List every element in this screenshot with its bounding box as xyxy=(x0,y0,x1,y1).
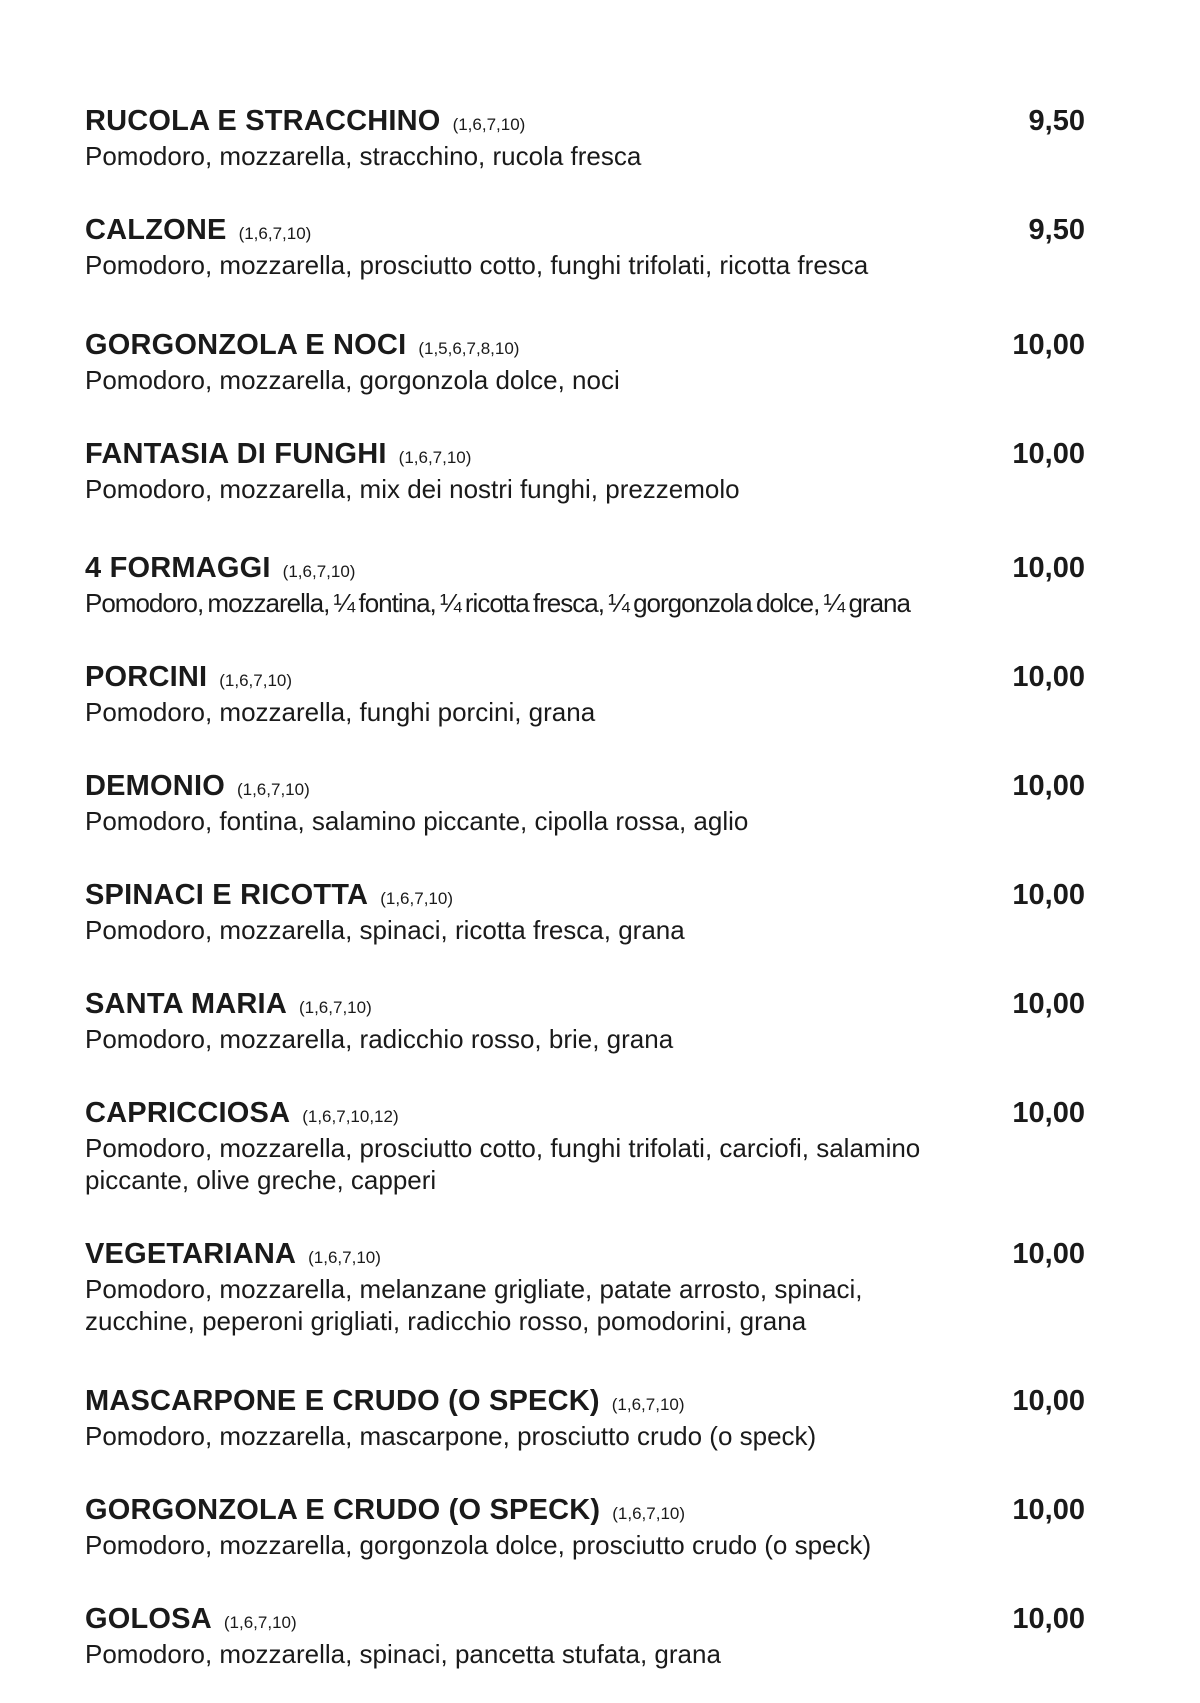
item-allergens: (1,6,7,10) xyxy=(612,1504,686,1523)
item-description: Pomodoro, mozzarella, spinaci, pancetta stufata, grana xyxy=(85,1639,721,1669)
menu-item xyxy=(85,105,1085,172)
item-description: Pomodoro, fontina, salamino piccante, cipolla rossa, aglio xyxy=(85,806,749,836)
menu-item xyxy=(85,214,1085,281)
item-price: 10,00 xyxy=(1012,988,1085,1020)
menu-item xyxy=(85,1238,1085,1337)
menu-item xyxy=(85,552,1085,619)
item-name: GORGONZOLA E NOCI xyxy=(85,329,407,361)
item-price: 9,50 xyxy=(1028,105,1085,137)
item-name: SANTA MARIA xyxy=(85,988,287,1020)
item-name: DEMONIO xyxy=(85,770,225,802)
item-price: 10,00 xyxy=(1012,1385,1085,1417)
item-description: Pomodoro, mozzarella, spinaci, ricotta fresca, grana xyxy=(85,915,685,945)
item-name: FANTASIA DI FUNGHI xyxy=(85,438,387,470)
item-description: Pomodoro, mozzarella, stracchino, rucola fresca xyxy=(85,141,642,171)
menu-item xyxy=(85,1097,1085,1196)
item-description: Pomodoro, mozzarella, prosciutto cotto, funghi trifolati, carciofi, salamino piccante, olive greche, capperi xyxy=(85,1133,921,1195)
item-description: Pomodoro, mozzarella, melanzane grigliate, patate arrosto, spinaci, zucchine, peperoni grigliati, radicchio rosso, pomodorini, grana xyxy=(85,1274,863,1336)
menu-item xyxy=(85,1494,1085,1561)
menu-item xyxy=(85,1603,1085,1670)
item-description: Pomodoro, mozzarella, gorgonzola dolce, noci xyxy=(85,365,620,395)
item-allergens: (1,6,7,10) xyxy=(380,889,453,908)
item-allergens: (1,6,7,10) xyxy=(238,224,312,243)
menu-item xyxy=(85,438,1085,505)
item-price: 9,50 xyxy=(1028,214,1085,246)
item-name: CAPRICCIOSA xyxy=(85,1097,291,1129)
menu-item xyxy=(85,879,1085,946)
item-description: Pomodoro, mozzarella, mix dei nostri funghi, prezzemolo xyxy=(85,474,740,504)
item-allergens: (1,6,7,10) xyxy=(236,780,310,799)
item-allergens: (1,6,7,10) xyxy=(219,671,293,690)
menu-item xyxy=(85,1385,1085,1452)
item-description: Pomodoro, mozzarella, funghi porcini, grana xyxy=(85,697,596,727)
item-price: 10,00 xyxy=(1012,1603,1085,1635)
item-name: GOLOSA xyxy=(85,1603,212,1635)
item-price: 10,00 xyxy=(1012,552,1085,584)
item-price: 10,00 xyxy=(1012,1494,1085,1526)
menu-item xyxy=(85,770,1085,837)
item-allergens: (1,6,7,10) xyxy=(223,1613,297,1632)
item-price: 10,00 xyxy=(1012,879,1085,911)
item-price: 10,00 xyxy=(1012,661,1085,693)
item-name: RUCOLA E STRACCHINO xyxy=(85,105,441,137)
item-allergens: (1,6,7,10) xyxy=(298,998,372,1017)
item-allergens: (1,6,7,10) xyxy=(611,1395,685,1414)
item-name: MASCARPONE E CRUDO (O SPECK) xyxy=(85,1385,600,1417)
item-description: Pomodoro, mozzarella, mascarpone, prosciutto crudo (o speck) xyxy=(85,1421,817,1451)
item-description: Pomodoro, mozzarella, radicchio rosso, brie, grana xyxy=(85,1024,674,1054)
item-name: GORGONZOLA E CRUDO (O SPECK) xyxy=(85,1494,601,1526)
item-name: 4 FORMAGGI xyxy=(85,552,271,584)
item-name: PORCINI xyxy=(85,661,208,693)
item-name: CALZONE xyxy=(85,214,227,246)
item-price: 10,00 xyxy=(1012,770,1085,802)
menu-item xyxy=(85,661,1085,728)
item-name: SPINACI E RICOTTA xyxy=(85,879,369,911)
menu-item xyxy=(85,329,1085,396)
item-allergens: (1,5,6,7,8,10) xyxy=(418,339,520,358)
menu-item xyxy=(85,988,1085,1055)
item-name: VEGETARIANA xyxy=(85,1238,297,1270)
item-description: Pomodoro, mozzarella, prosciutto cotto, funghi trifolati, ricotta fresca xyxy=(85,250,869,280)
item-price: 10,00 xyxy=(1012,1097,1085,1129)
item-allergens: (1,6,7,10) xyxy=(452,115,526,134)
item-allergens: (1,6,7,10,12) xyxy=(302,1107,399,1126)
item-allergens: (1,6,7,10) xyxy=(398,448,472,467)
item-price: 10,00 xyxy=(1012,1238,1085,1270)
item-description: Pomodoro, mozzarella, ¼ fontina, ¼ ricotta fresca, ¼ gorgonzola dolce, ¼ grana xyxy=(85,588,910,618)
item-description: Pomodoro, mozzarella, gorgonzola dolce, prosciutto crudo (o speck) xyxy=(85,1530,872,1560)
item-price: 10,00 xyxy=(1012,438,1085,470)
item-allergens: (1,6,7,10) xyxy=(308,1248,381,1267)
item-allergens: (1,6,7,10) xyxy=(282,562,356,581)
item-price: 10,00 xyxy=(1012,329,1085,361)
